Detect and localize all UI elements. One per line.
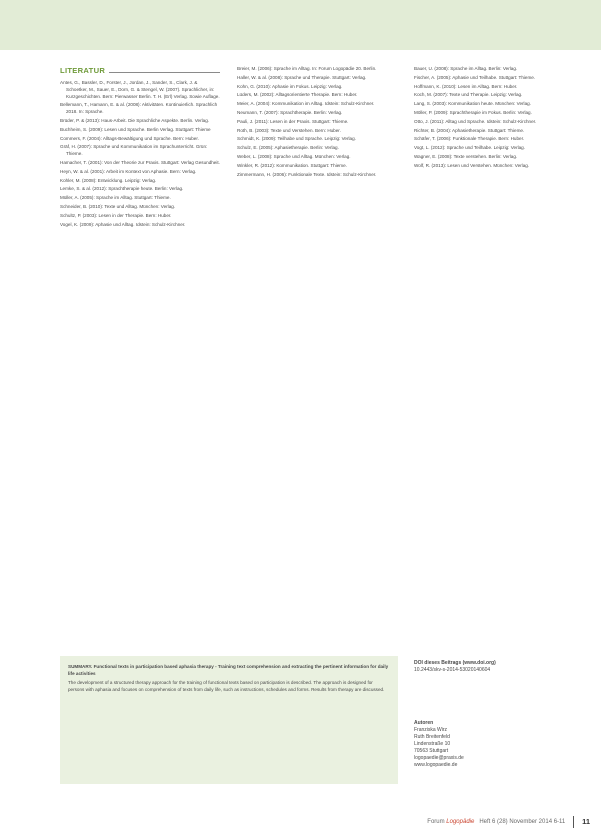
reference-entry: Breier, M. (2006): Sprache im Alltag. In: Forum Logopädie 20. Berlin. <box>237 66 377 71</box>
summary-heading: SUMMARY. Functional texts in participation based aphasia therapy - Training text comprehension and extracting the pertinent information for daily life activities <box>68 664 389 676</box>
author-line[interactable]: logopaedie@praxis.de <box>414 755 464 761</box>
references-heading <box>60 66 220 76</box>
reference-entry: Gräf, H. (2007): Sprache und Kommunikation im Sprachunterricht. Grün: Thieme. <box>60 144 208 157</box>
reference-entry: Wolf, R. (2013): Lesen und Verstehen. München: Verlag. <box>414 162 530 168</box>
references-column-3 <box>414 66 574 172</box>
reference-entry: Lüders, M. (2002): Alltagsorientierte Therapie. Bern: Huber. <box>237 92 358 98</box>
authors-block <box>414 720 574 769</box>
heading-rule <box>109 72 220 73</box>
reference-entry: Fischer, A. (2005): Aphasie und Teilhabe. Stuttgart: Thieme. <box>414 74 536 80</box>
reference-entry: Lang, S. (2003): Kommunikation heute. München: Verlag. <box>414 101 531 107</box>
reference-entry: Otto, J. (2011): Alltag und Sprache. Idstein: Schulz-Kirchner. <box>414 118 537 124</box>
reference-entry: Müller, A. (2005): Sprache im Alltag. Stuttgart: Thieme. <box>60 195 171 201</box>
reference-entry: Hamacher, T. (2001): Von der Theorie zur Praxis. Stuttgart: Verlag Gesundheit. <box>60 159 220 165</box>
summary-text: The development of a structured therapy approach for the training of functional texts based on participation is described. The approach is designed for persons with aphasia and focuses on comprehension of texts from daily life, such as instructions, schedules and forms. Results from therapy are discussed. <box>68 680 385 692</box>
reference-entry: Hoffmann, K. (2010): Lesen im Alltag. Bern: Huber. <box>414 83 518 89</box>
reference-entry: Heyn, W. & al. (2001): Arbeit im Kontext von Aphasie. Bern: Verlag. <box>60 168 197 174</box>
reference-entry: Pauli, J. (2011): Lesen in der Praxis. Stuttgart: Thieme. <box>237 118 349 124</box>
reference-entry: Commers, F. (2004): Alltags-Bewältigung und Sprache. Bern: Huber. <box>60 135 199 141</box>
reference-entry: Vogel, K. (2009): Aphasie und Alltag. Idstein: Schulz-Kirchner. <box>60 221 186 227</box>
reference-entry: Wagner, E. (2008): Texte verstehen. Berlin: Verlag. <box>414 153 518 159</box>
top-band <box>0 0 601 50</box>
reference-entry: Haller, W. & al. (2008): Sprache und Therapie. Stuttgart: Verlag. <box>237 74 367 80</box>
reference-entry: Schneider, B. (2010): Texte und Alltag. München: Verlag. <box>60 203 176 209</box>
doi-title: DOI dieses Beitrags (www.doi.org) <box>414 660 496 666</box>
reference-entry: Schmidt, K. (2009): Teilhabe und Sprache. Leipzig: Verlag. <box>237 136 356 142</box>
reference-entry: Meier, A. (2004): Kommunikation im Alltag. Idstein: Schulz-Kirchner. <box>237 101 375 107</box>
reference-entry: Lemke, S. & al. (2012): Sprachtherapie heute. Berlin: Verlag. <box>60 186 184 192</box>
footer-divider <box>573 816 574 828</box>
reference-entry: Brüder, P. & (2013): Haus-Arbeit. Die Sprachliche Aspekte. Berlin. Verlag. <box>60 117 210 123</box>
reference-entry: Buchheim, S. (2009): Lesen und Sprache. Berlin Verlag. Stuttgart: Thieme <box>60 126 211 132</box>
author-line: Ruth Breitenfeld <box>414 734 450 740</box>
authors-lines <box>414 727 574 769</box>
journal-prefix: Forum <box>427 819 445 825</box>
reference-entry: Schultz, P. (2003): Lesen in der Therapie. Bern: Huber. <box>60 212 172 218</box>
reference-entry: Weber, L. (2008): Sprache und Alltag. München: Verlag. <box>237 153 351 159</box>
reference-entry: Neumann, T. (2007): Sprachtherapie. Berlin: Verlag. <box>237 109 343 115</box>
references-list-1 <box>60 80 220 228</box>
reference-entry: Richter, B. (2004): Aphasietherapie. Stuttgart: Thieme. <box>414 127 525 133</box>
page-footer <box>330 816 590 828</box>
reference-entry: Kohler, M. (2008): Entwicklung. Leipzig: Verlag. <box>60 177 157 183</box>
references-column-2 <box>237 66 397 180</box>
reference-entry: Antes, G., Bassler, D., Forster, J., Jordan, J., Sander, S., Clark, J. & Schoetker, M., Sauer, E., Dorn, G. & Stengel, W. (2007). Sprachlicher, in: Kurzgeschichten. Bern: Pierwasser Berlin. T. H. (Erl) Verlag. Sowie Auflage. <box>60 80 220 99</box>
reference-entry: Kohn, G. (2010): Aphasie im Fokus. Leipzig: Verlag. <box>237 83 343 89</box>
authors-title: Autoren <box>414 720 434 726</box>
doi-value[interactable]: 10.2443/skv-s-2014-53020140604 <box>414 667 491 673</box>
reference-entry: Bellemann, T., Hamann, E. & al. (2008): Aktivitäten. Kontinuierlich. Sprachlich 2018. In: Sprache. <box>60 102 218 115</box>
journal-accent: Logopädie <box>446 819 475 825</box>
reference-entry: Möller, P. (2009): Sprachtherapie im Fokus. Berlin: Verlag. <box>414 109 532 115</box>
author-line: 70563 Stuttgart <box>414 748 449 754</box>
references-list-2 <box>237 66 397 178</box>
author-line: Lindenstraße 10 <box>414 741 451 747</box>
references-column-1 <box>60 66 220 230</box>
page-number: 11 <box>582 817 590 826</box>
reference-entry: Schäfer, T. (2006): Funktionale Therapie. Bern: Huber. <box>414 136 525 142</box>
author-line[interactable]: www.logopaedie.de <box>414 762 458 768</box>
references-list-3 <box>414 66 574 170</box>
reference-entry: Winkler, R. (2012): Kommunikation. Stuttgart: Thieme. <box>237 162 347 168</box>
reference-entry: Schulz, E. (2005): Aphasietherapie. Berlin: Verlag. <box>237 145 339 151</box>
summary-box <box>60 656 398 784</box>
references-heading-label: LITERATUR <box>60 65 106 75</box>
doi-block <box>414 660 574 674</box>
reference-entry: Zimmermann, H. (2006): Funktionale Texte. Idstein: Schulz-Kirchner. <box>237 171 377 177</box>
author-line: Franziska Wirz <box>414 727 448 733</box>
reference-entry: Vogt, L. (2012): Sprache und Teilhabe. Leipzig: Verlag. <box>414 145 526 151</box>
reference-entry: Bauer, U. (2008): Sprache im Alltag. Berlin: Verlag. <box>414 66 518 71</box>
issue-info: Heft 6 (28) November 2014 6-11 <box>479 819 566 825</box>
journal-name <box>427 817 474 827</box>
reference-entry: Koch, M. (2007): Texte und Therapie. Leipzig: Verlag. <box>414 92 523 98</box>
reference-entry: Roth, B. (2003): Texte und Verstehen. Bern: Huber. <box>237 127 341 133</box>
